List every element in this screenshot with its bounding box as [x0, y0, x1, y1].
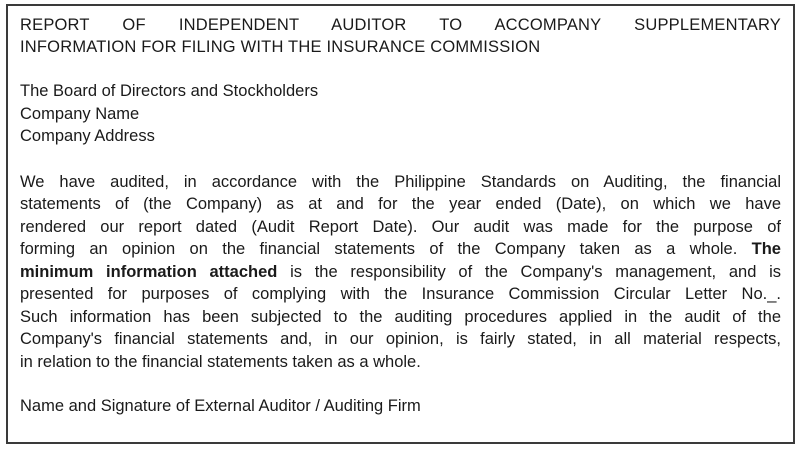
addressee-company-address: Company Address [20, 127, 155, 145]
body-line-1: We have audited, in accordance with the Philippine Standards on Auditing, the financial [20, 172, 781, 191]
heading-line-2: INFORMATION FOR FILING WITH THE INSURANCE COMMISSION [20, 38, 541, 56]
signature-line: Name and Signature of External Auditor / Auditing Firm [20, 397, 421, 415]
body-line-9: in relation to the financial statements taken as a whole. [20, 352, 421, 371]
body-line-5 [20, 261, 781, 284]
body-line-6: presented for purposes of complying with the Insurance Commission Circular Letter No._. [20, 285, 781, 303]
body-line-3: rendered our report dated (Audit Report Date). Our audit was made for the purpose of [20, 217, 781, 236]
report-heading [20, 14, 781, 58]
report-body-paragraph [20, 171, 781, 374]
body-line-5-bold: minimum information attached [20, 262, 278, 281]
body-line-4-bold: The [751, 240, 781, 258]
report-frame [6, 4, 795, 444]
heading-line-1: REPORT OF INDEPENDENT AUDITOR TO ACCOMPANY SUPPLEMENTARY [20, 16, 781, 34]
body-line-7: Such information has been subjected to the auditing procedures applied in the audit of the [20, 307, 781, 326]
addressee-company-name: Company Name [20, 104, 140, 123]
body-line-5-text: is the responsibility of the Company's management, and is [290, 262, 781, 281]
addressee-board: The Board of Directors and Stockholders [20, 82, 319, 100]
addressee-block [20, 80, 781, 148]
body-line-4-text: forming an opinion on the financial statements of the Company taken as a whole. [20, 240, 738, 258]
body-line-2: statements of (the Company) as at and for the year ended (Date), on which we have [20, 195, 781, 213]
body-line-4 [20, 238, 781, 261]
body-line-8: Company's financial statements and, in our opinion, is fairly stated, in all material respects, [20, 330, 781, 348]
